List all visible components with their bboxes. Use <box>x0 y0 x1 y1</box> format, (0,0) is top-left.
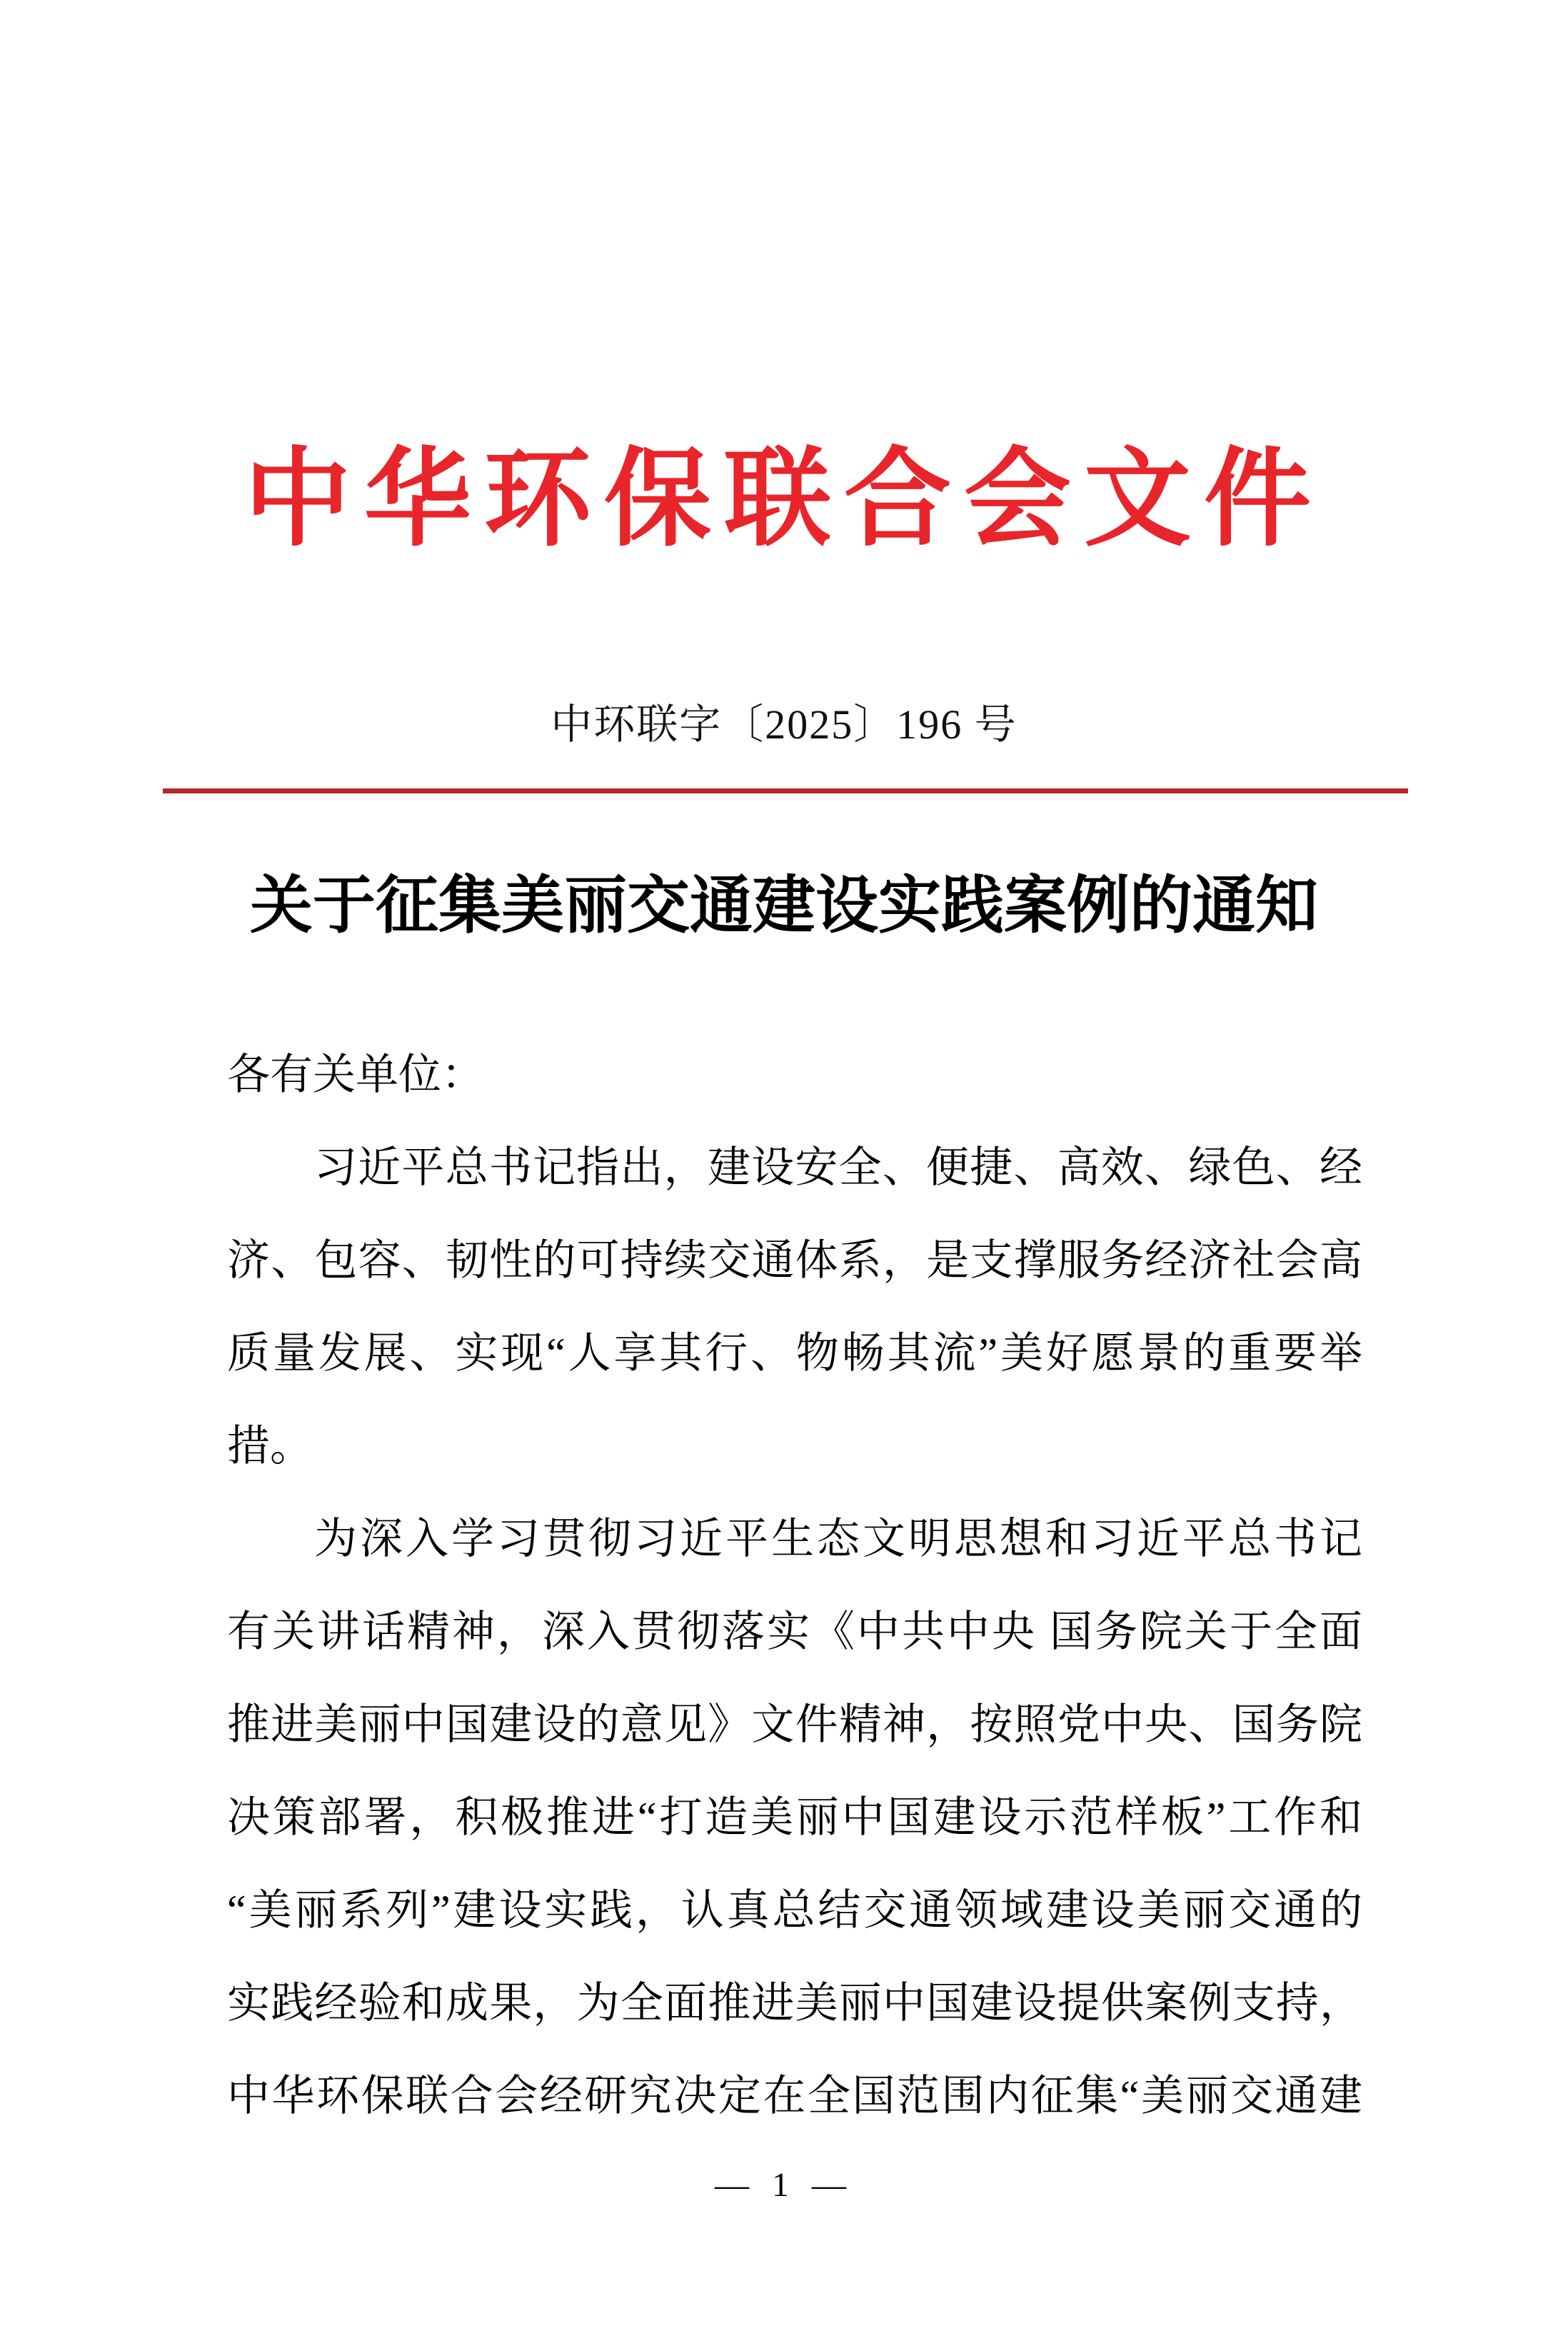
notice-body <box>227 1028 1362 2142</box>
salutation-line: 各有关单位： <box>227 1051 484 1098</box>
letterhead-org-title: 中华环保联合会文件 <box>243 441 1324 559</box>
body-line: 决策部署，积极推进“打造美丽中国建设示范样板”工作和 <box>227 1794 1362 1841</box>
page-number: — 1 — <box>715 2166 853 2204</box>
notice-title: 关于征集美丽交通建设实践案例的通知 <box>249 872 1318 941</box>
body-line: 为深入学习贯彻习近平生态文明思想和习近平总书记 <box>314 1515 1362 1563</box>
body-line: 中华环保联合会经研究决定在全国范围内征集“美丽交通建 <box>227 2072 1362 2120</box>
body-line: “美丽系列”建设实践，认真总结交通领域建设美丽交通的 <box>227 1887 1362 1934</box>
body-line: 实践经验和成果，为全面推进美丽中国建设提供案例支持， <box>227 1980 1362 2027</box>
body-line: 推进美丽中国建设的意见》文件精神，按照党中央、国务院 <box>227 1701 1362 1748</box>
body-line: 有关讲话精神，深入贯彻落实《中共中央 国务院关于全面 <box>227 1608 1362 1655</box>
document-reference-number: 中环联字〔2025〕196 号 <box>551 701 1017 748</box>
body-line: 质量发展、实现“人享其行、物畅其流”美好愿景的重要举 <box>227 1330 1362 1377</box>
body-line: 济、包容、韧性的可持续交通体系，是支撑服务经济社会高 <box>227 1237 1362 1284</box>
letterhead-red-rule <box>163 788 1408 793</box>
body-line: 措。 <box>227 1423 313 1470</box>
body-line: 习近平总书记指出，建设安全、便捷、高效、绿色、经 <box>314 1144 1362 1191</box>
